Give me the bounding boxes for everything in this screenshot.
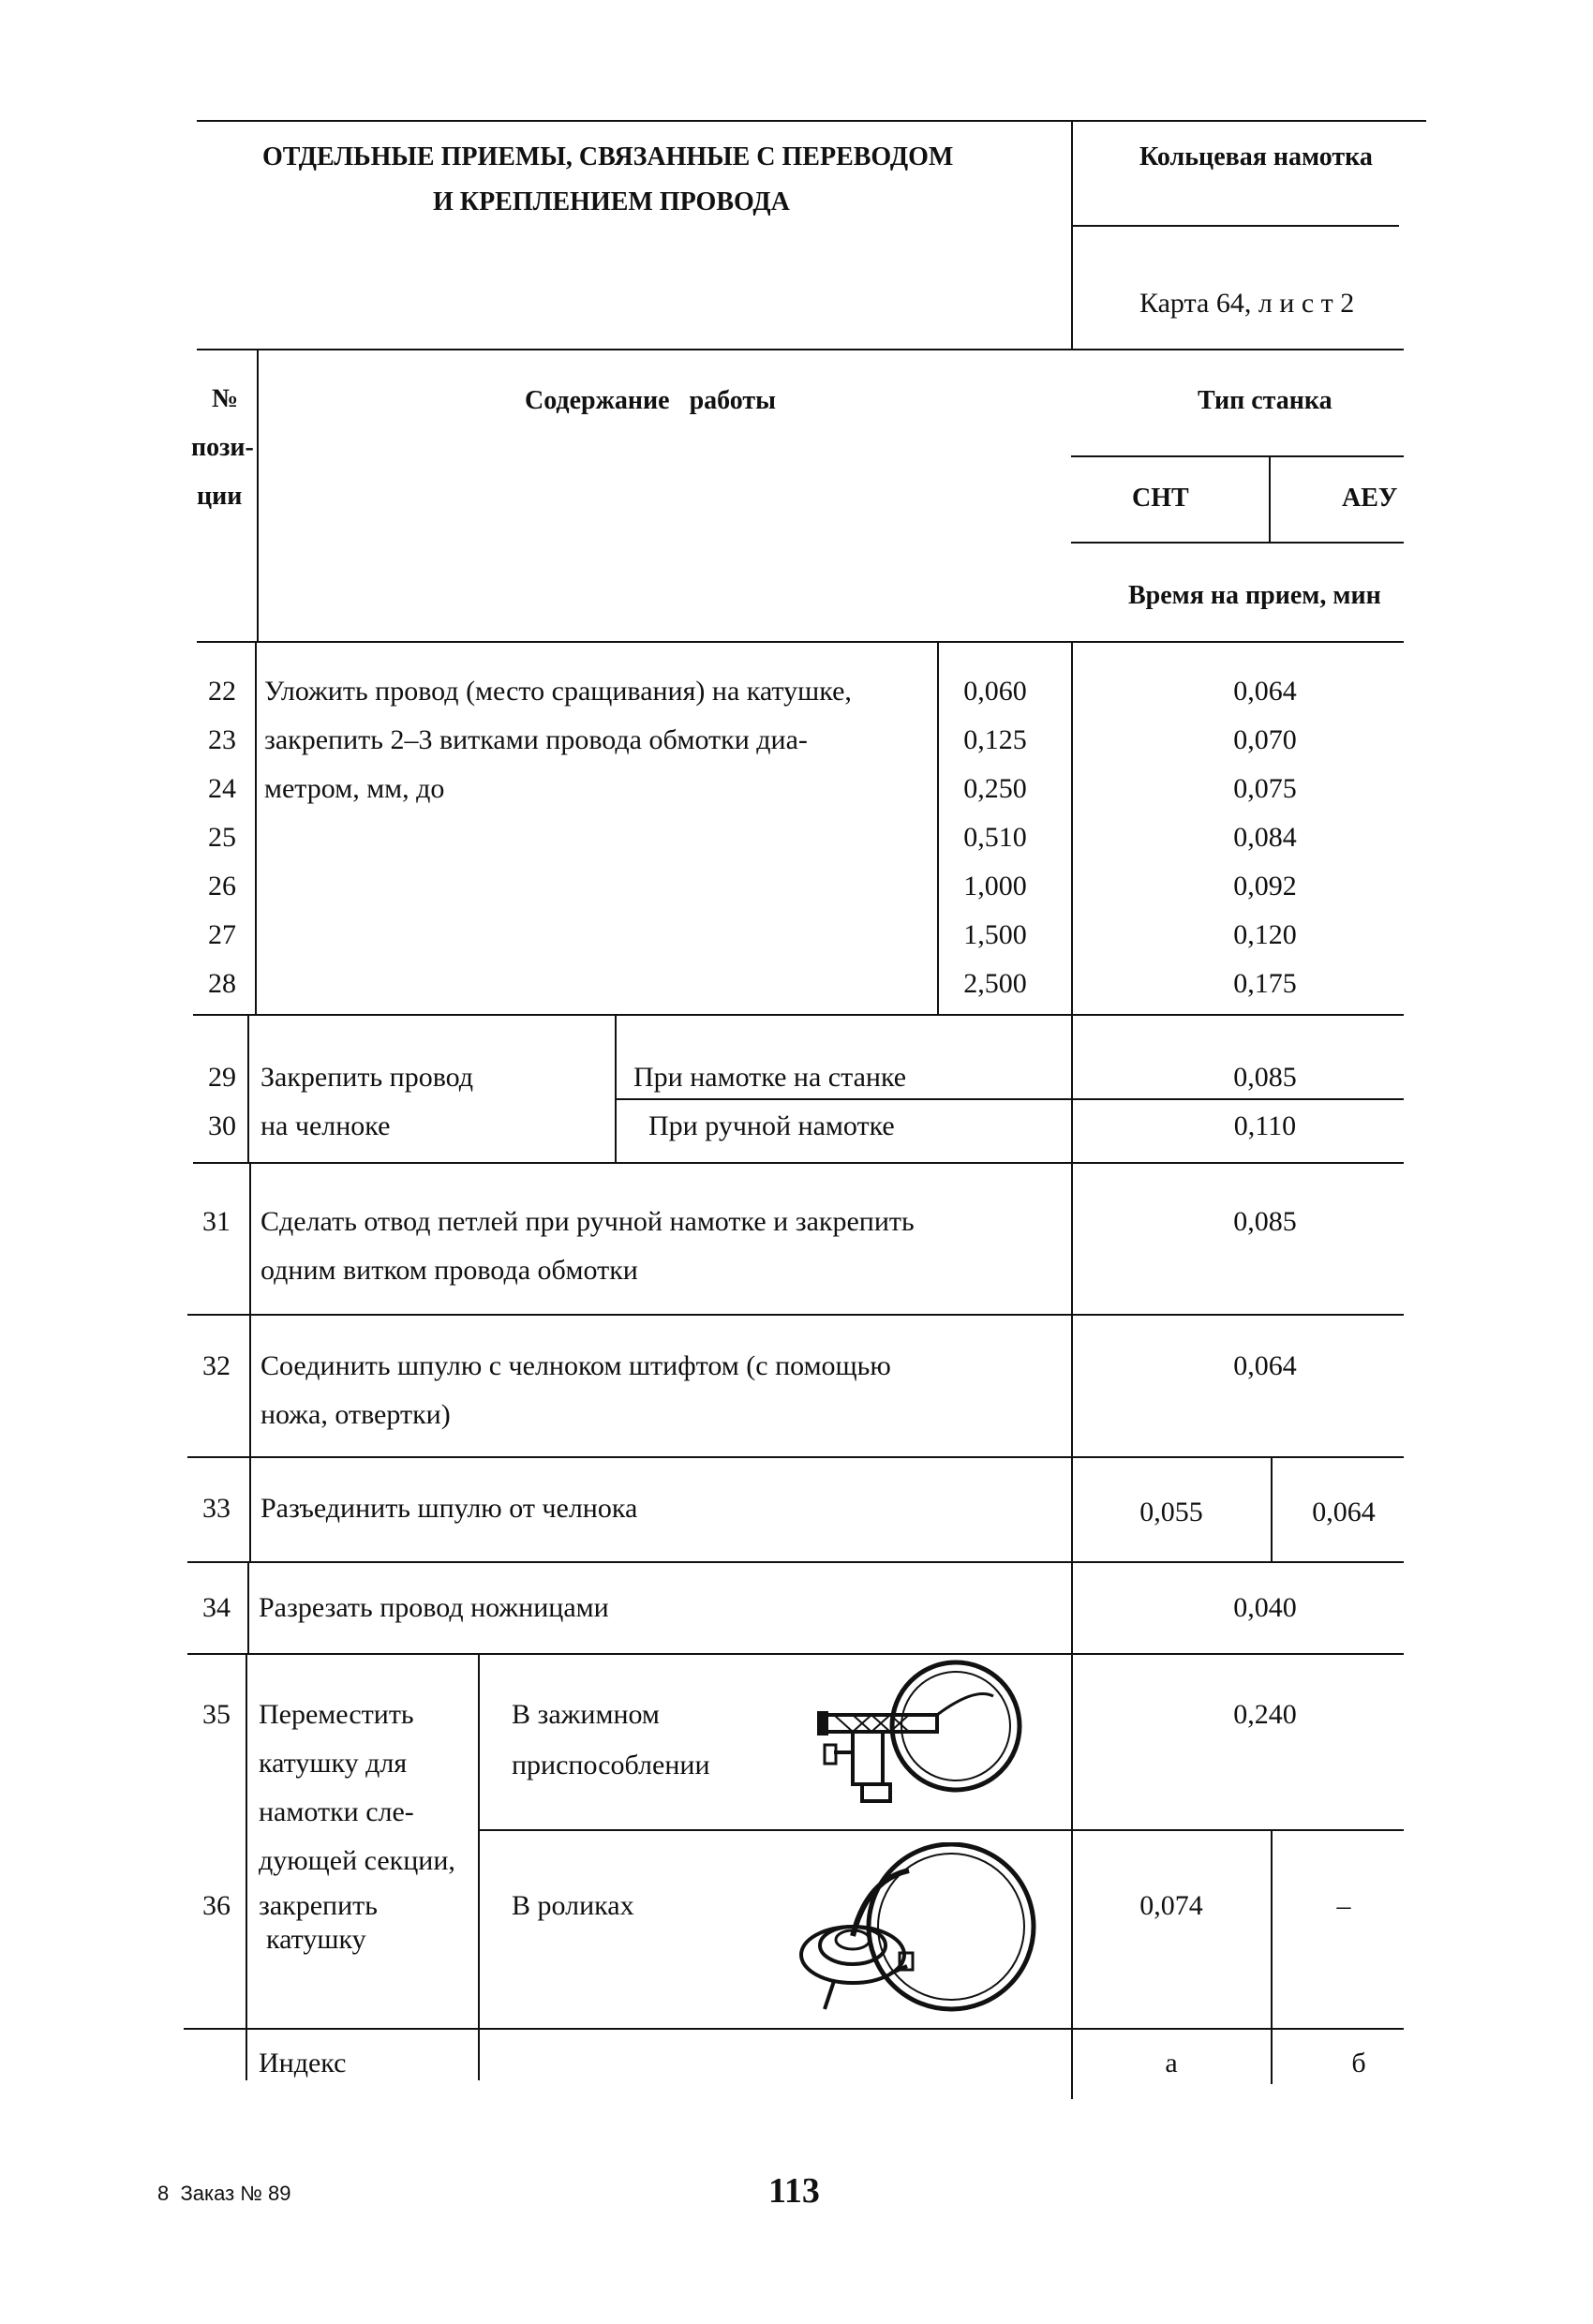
row34-text: Разрезать провод ножницами [259, 1592, 609, 1623]
table-row-pos: 22 [208, 676, 236, 707]
group1-text-line2: закрепить 2–3 витками провода обмотки диа- [264, 724, 808, 755]
row31-pos: 31 [202, 1206, 231, 1237]
row31-text-line1: Сделать отвод петлей при ручной намотке и закрепить [261, 1206, 915, 1237]
row32-text-line2: ножа, отвертки) [261, 1399, 451, 1430]
col-aeu: АЕУ [1342, 484, 1398, 513]
row31-time: 0,085 [1233, 1206, 1297, 1237]
rollers-illustration [796, 1842, 1040, 2020]
index-a: а [1165, 2048, 1178, 2078]
title-line-1: ОТДЕЛЬНЫЕ ПРИЕМЫ, СВЯЗАННЫЕ С ПЕРЕВОДОМ [262, 142, 954, 171]
group2-text-line2: на челноке [261, 1110, 391, 1141]
col-machine-type: Тип станка [1198, 386, 1332, 415]
group1-text-line1: Уложить провод (место сращивания) на катушке, [264, 676, 852, 707]
table-row-diameter: 1,500 [963, 919, 1027, 950]
table-row-diameter: 0,510 [963, 822, 1027, 853]
row34-time: 0,040 [1233, 1592, 1297, 1623]
table-row-pos: 27 [208, 919, 236, 950]
table-row-diameter: 1,000 [963, 871, 1027, 901]
row29-pos: 29 [208, 1062, 236, 1093]
row33-time-b: 0,064 [1312, 1497, 1376, 1527]
card-number: Карта 64, л и с т 2 [1139, 288, 1355, 319]
col-pos-line1: № [212, 384, 239, 413]
group35-text-line3: намотки сле- [259, 1796, 414, 1827]
row36-sub: В роликах [512, 1890, 634, 1921]
col-time: Время на прием, мин [1128, 581, 1381, 610]
row33-time-a: 0,055 [1139, 1497, 1203, 1527]
row36-time-b: – [1336, 1890, 1351, 1921]
col-pos-line3: ции [197, 482, 243, 511]
table-row-diameter: 0,125 [963, 724, 1027, 755]
col-content: Содержание работы [525, 386, 777, 415]
row30-time: 0,110 [1233, 1110, 1297, 1141]
table-row-time: 0,075 [1233, 773, 1297, 804]
table-row-time: 0,084 [1233, 822, 1297, 853]
table-row-diameter: 0,060 [963, 676, 1027, 707]
row31-text-line2: одним витком провода обмотки [261, 1255, 638, 1286]
row35-time: 0,240 [1233, 1699, 1297, 1730]
table-row-time: 0,070 [1233, 724, 1297, 755]
winding-category: Кольцевая намотка [1139, 142, 1373, 171]
group35-text-line4: дующей секции, [259, 1845, 455, 1876]
table-row-time: 0,120 [1233, 919, 1297, 950]
table-row-pos: 28 [208, 968, 236, 999]
row30-pos: 30 [208, 1110, 236, 1141]
title-line-2: И КРЕПЛЕНИЕМ ПРОВОДА [433, 187, 790, 216]
table-row-pos: 24 [208, 773, 236, 804]
index-b: б [1351, 2048, 1366, 2078]
row32-pos: 32 [202, 1350, 231, 1381]
table-row-time: 0,175 [1233, 968, 1297, 999]
row33-text: Разъединить шпулю от челнока [261, 1493, 638, 1524]
col-pos-line2: пози- [191, 433, 254, 462]
table-row-time: 0,064 [1233, 676, 1297, 707]
col-sht: СНТ [1132, 484, 1189, 513]
row35-sub-line1: В зажимном [512, 1699, 660, 1730]
clamp-fixture-illustration [796, 1659, 1031, 1818]
row32-text-line1: Соединить шпулю с челноком штифтом (с помощью [261, 1350, 891, 1381]
group35-text-line6: катушку [266, 1924, 366, 1955]
table-row-pos: 26 [208, 871, 236, 901]
table-row-pos: 25 [208, 822, 236, 853]
order-number: 8 Заказ № 89 [157, 2182, 291, 2205]
group35-text-line5: закрепить [259, 1890, 378, 1921]
group1-text-line3: метром, мм, до [264, 773, 445, 804]
table-row-pos: 23 [208, 724, 236, 755]
index-label: Индекс [259, 2048, 347, 2078]
row33-pos: 33 [202, 1493, 231, 1524]
table-row-diameter: 2,500 [963, 968, 1027, 999]
row34-pos: 34 [202, 1592, 231, 1623]
group2-text-line1: Закрепить провод [261, 1062, 474, 1093]
group35-text-line1: Переместить [259, 1699, 414, 1730]
table-row-time: 0,092 [1233, 871, 1297, 901]
row29-time: 0,085 [1233, 1062, 1297, 1093]
row29-condition: При намотке на станке [633, 1062, 907, 1093]
row35-sub-line2: приспособлении [512, 1750, 710, 1780]
table-row-diameter: 0,250 [963, 773, 1027, 804]
row36-pos: 36 [202, 1890, 231, 1921]
row35-pos: 35 [202, 1699, 231, 1730]
row32-time: 0,064 [1233, 1350, 1297, 1381]
row36-time-a: 0,074 [1139, 1890, 1203, 1921]
row30-condition: При ручной намотке [648, 1110, 895, 1141]
group35-text-line2: катушку для [259, 1748, 408, 1779]
page-number: 113 [768, 2171, 820, 2211]
